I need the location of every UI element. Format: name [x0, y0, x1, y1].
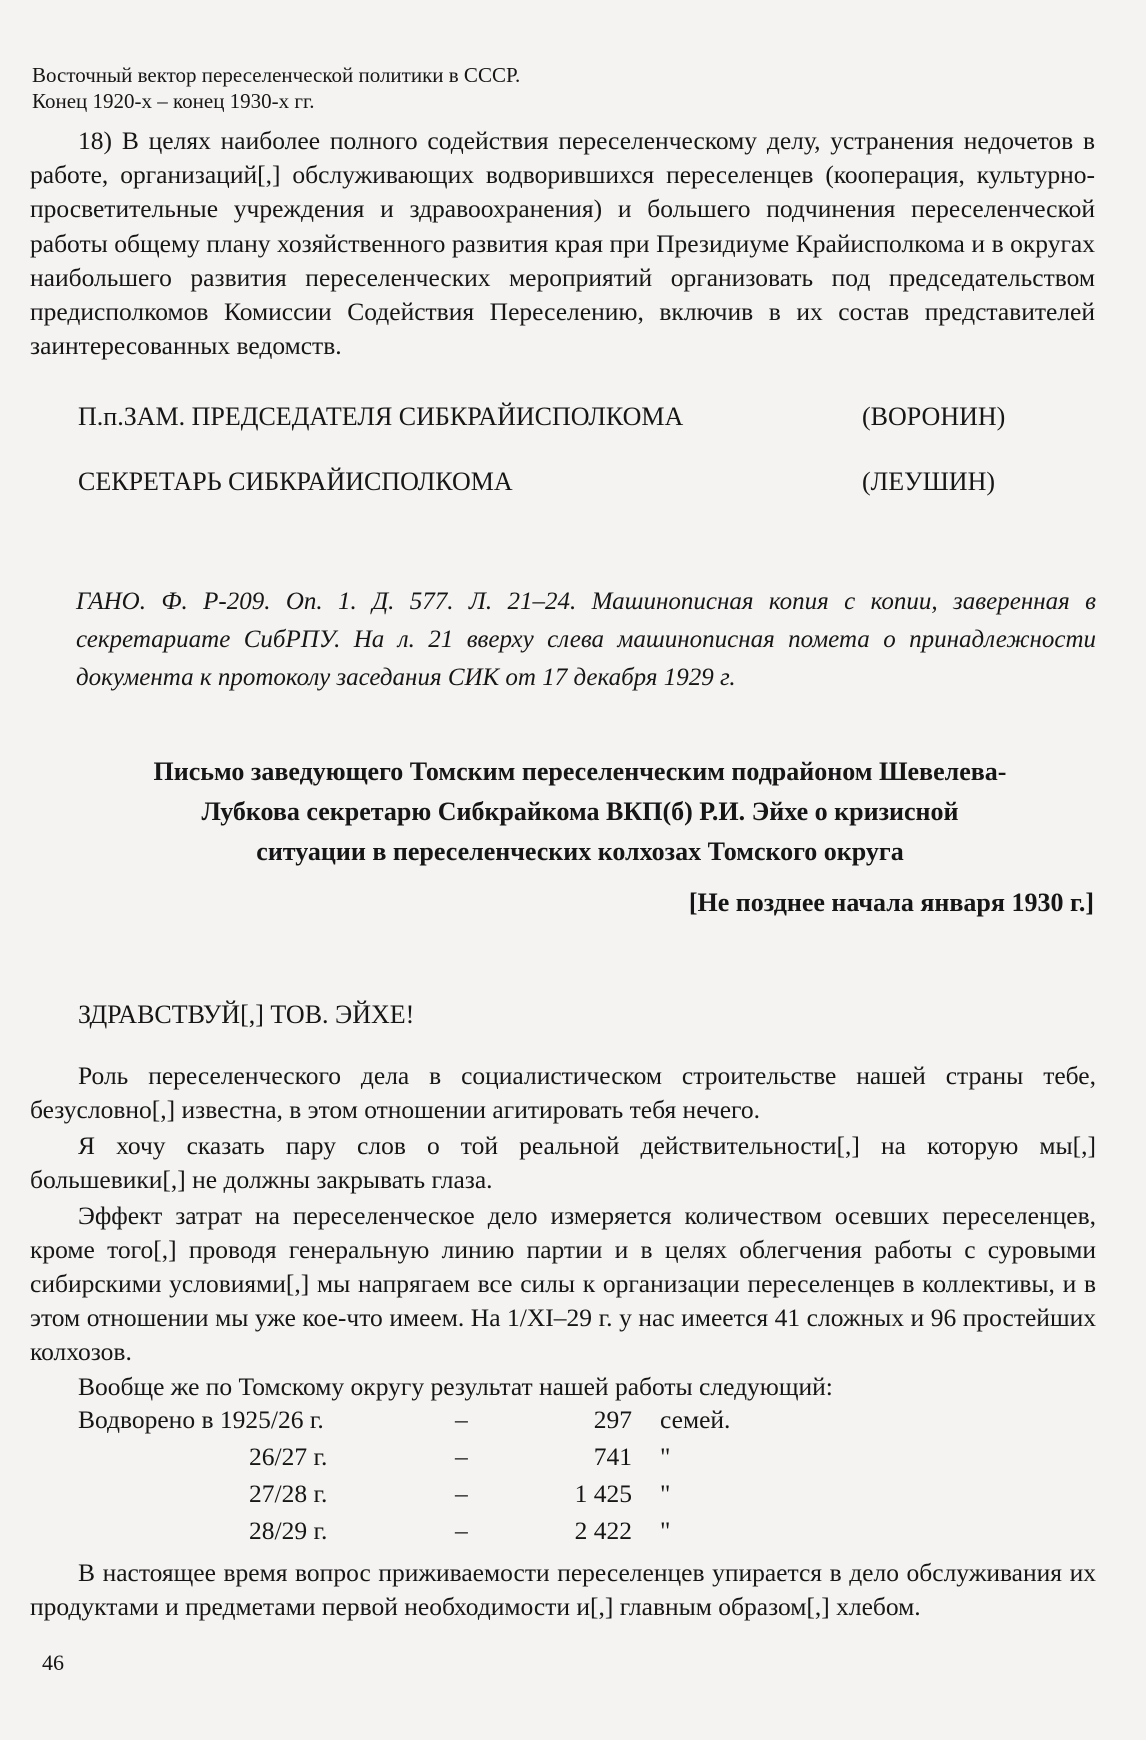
- stats-unit: ": [660, 1479, 671, 1508]
- stats-row: [30, 1442, 1096, 1479]
- signature-title: СЕКРЕТАРЬ СИБКРАЙИСПОЛКОМА: [78, 467, 513, 496]
- stats-label: 28/29 г.: [249, 1516, 328, 1545]
- header-line-1: Восточный вектор переселенческой политики в СССР.: [32, 63, 521, 87]
- signature-name: (ВОРОНИН): [862, 402, 1006, 431]
- signature-row-deputy: [78, 402, 1006, 432]
- signature-row-secretary: [78, 467, 996, 497]
- stats-label: 26/27 г.: [249, 1442, 328, 1471]
- stats-value: 741: [593, 1442, 632, 1471]
- signature-title: П.п.ЗАМ. ПРЕДСЕДАТЕЛЯ СИБКРАЙИСПОЛКОМА: [78, 402, 684, 431]
- letter-paragraph-1: Роль переселенческого дела в социалистическом строительстве нашей страны тебе, безусловно[,] известна, в этом отношении агитировать тебя нечего.: [30, 1061, 1096, 1124]
- signature-name: (ЛЕУШИН): [862, 467, 996, 496]
- archive-reference: ГАНО. Ф. Р-209. Оп. 1. Д. 577. Л. 21–24. Машинописная копия с копии, заверенная в секретариате СибРПУ. На л. 21 вверху слева машинописная помета о принадлежности документа к протоколу заседания СИК от 17 декабря 1929 г.: [76, 588, 1096, 691]
- letter-title-line: ситуации в переселенческих колхозах Томского округа: [256, 837, 904, 866]
- stats-value: 1 425: [574, 1479, 632, 1508]
- header-line-2: Конец 1920-х – конец 1930-х гг.: [32, 89, 315, 113]
- letter-title-line: Письмо заведующего Томским переселенческим подрайоном Шевелева-: [153, 757, 1007, 786]
- paragraph-item-18: 18) В целях наиболее полного содействия переселенческому делу, устранения недочетов в работе, организаций[,] обслуживающих водворившихся переселенцев (кооперация, культурно-просветительные учреждения и здравоохранения) и большего подчинения переселенческой работы общему плану хозяйственного развития края при Президиуме Крайисполкома и в округах наибольшего развития переселенческих мероприятий организовать под председательством предисполкомов Комиссии Содействия Переселению, включив в их состав представителей заинтересованных ведомств.: [30, 126, 1095, 361]
- stats-dash: –: [455, 1405, 468, 1434]
- letter-date: [Не позднее начала января 1930 г.]: [688, 888, 1094, 917]
- letter-greeting: ЗДРАВСТВУЙ[,] ТОВ. ЭЙХЕ!: [78, 1000, 415, 1029]
- letter-title: [60, 752, 1100, 872]
- settlement-stats-table: [30, 1405, 1096, 1553]
- letter-paragraph-4: Вообще же по Томскому округу результат нашей работы следующий:: [78, 1372, 833, 1401]
- stats-dash: –: [455, 1516, 468, 1545]
- stats-dash: –: [455, 1442, 468, 1471]
- letter-paragraph-2: Я хочу сказать пару слов о той реальной действительности[,] на которую мы[,] большевики[,] не должны закрывать глаза.: [30, 1131, 1096, 1194]
- letter-closing-paragraph: В настоящее время вопрос приживаемости переселенцев упирается в дело обслуживания их продуктами и предметами первой необходимости и[,] главным образом[,] хлебом.: [30, 1558, 1096, 1621]
- letter-paragraph-3: Эффект затрат на переселенческое дело измеряется количеством осевших переселенцев, кроме того[,] проводя генеральную линию партии и в целях облегчения работы с суровыми сибирскими условиями[,] мы напрягаем все силы к организации переселенцев в коллективы, и в этом отношении мы уже кое-что имеем. На 1/XI–29 г. у нас имеется 41 сложных и 96 простейших колхозов.: [30, 1201, 1096, 1366]
- stats-dash: –: [455, 1479, 468, 1508]
- stats-label: Водворено в 1925/26 г.: [78, 1405, 324, 1434]
- stats-label: 27/28 г.: [249, 1479, 328, 1508]
- stats-unit: семей.: [660, 1405, 731, 1434]
- stats-value: 297: [593, 1405, 632, 1434]
- stats-unit: ": [660, 1442, 671, 1471]
- letter-title-line: Лубкова секретарю Сибкрайкома ВКП(б) Р.И. Эйхе о кризисной: [201, 797, 959, 826]
- stats-value: 2 422: [574, 1516, 632, 1545]
- stats-unit: ": [660, 1516, 671, 1545]
- stats-row: [30, 1405, 1096, 1442]
- stats-row: [30, 1516, 1096, 1553]
- stats-row: [30, 1479, 1096, 1516]
- page-number: 46: [42, 1650, 64, 1675]
- running-header: [32, 62, 520, 114]
